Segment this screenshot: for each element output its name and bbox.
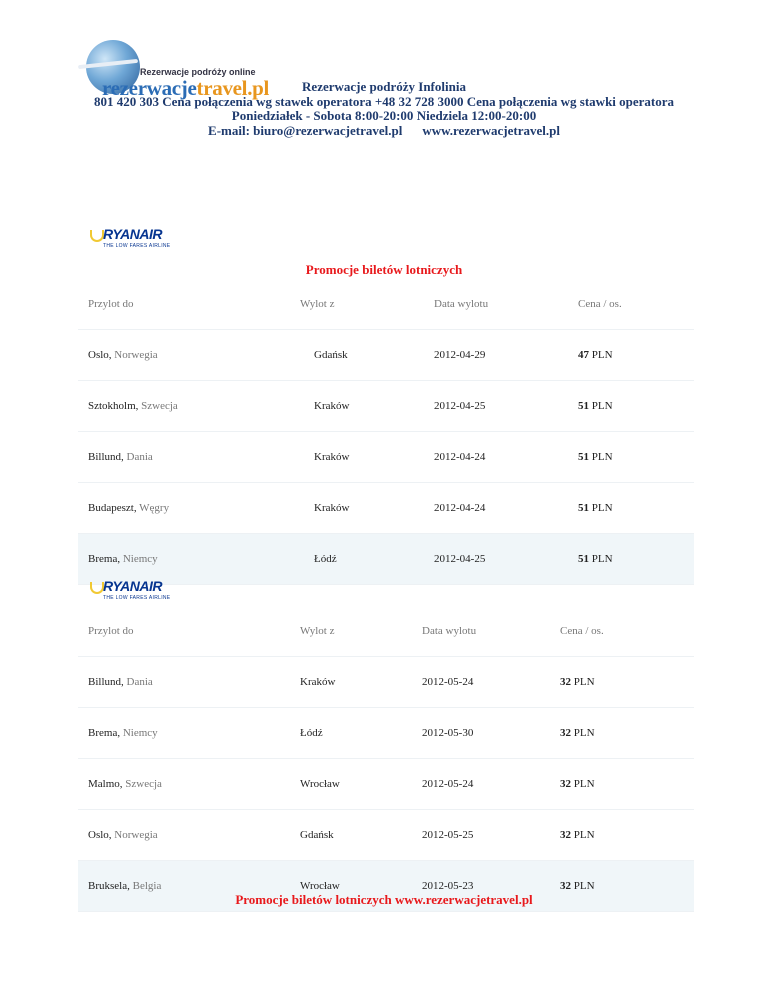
email-text: E-mail: biuro@rezerwacjetravel.pl	[208, 122, 403, 138]
price-cell	[578, 400, 613, 412]
price-value: 32	[560, 676, 571, 688]
table-header	[78, 606, 694, 657]
city: Malmo,	[88, 778, 123, 790]
currency: PLN	[591, 349, 613, 361]
promo-table-1	[78, 279, 694, 585]
table-header	[78, 279, 694, 330]
destination-cell[interactable]	[88, 727, 158, 739]
price-value: 32	[560, 727, 571, 739]
table-row[interactable]	[78, 534, 694, 585]
currency: PLN	[573, 676, 595, 688]
country: Belgia	[132, 880, 162, 892]
price-cell	[560, 676, 595, 688]
date-cell: 2012-04-24	[434, 502, 486, 514]
city: Billund,	[88, 676, 124, 688]
currency: PLN	[573, 880, 595, 892]
date-cell: 2012-04-29	[434, 349, 486, 361]
harp-icon	[90, 582, 104, 594]
table-row[interactable]	[78, 483, 694, 534]
price-cell	[560, 829, 595, 841]
col-date: Data wylotu	[422, 625, 477, 637]
country: Szwecja	[141, 400, 178, 412]
destination-cell[interactable]	[88, 400, 178, 412]
col-date: Data wylotu	[434, 298, 489, 310]
departure-cell: Łódź	[314, 553, 337, 565]
departure-cell: Gdańsk	[314, 349, 348, 361]
date-cell: 2012-05-25	[422, 829, 474, 841]
currency: PLN	[591, 451, 613, 463]
departure-cell: Kraków	[314, 502, 350, 514]
hours-line: Poniedziałek - Sobota 8:00-20:00 Niedziela 12:00-20:00	[231, 108, 537, 123]
currency: PLN	[591, 502, 613, 514]
price-value: 51	[578, 553, 589, 565]
date-cell: 2012-05-30	[422, 727, 474, 739]
website-link[interactable]: www.rezerwacjetravel.pl	[422, 122, 560, 138]
col-price: Cena / os.	[578, 298, 622, 310]
price-cell	[560, 778, 595, 790]
ryanair-logo: RYANAIR THE LOW FARES AIRLINE	[90, 580, 200, 608]
country: Norwegia	[114, 829, 158, 841]
city: Oslo,	[88, 829, 112, 841]
city: Billund,	[88, 451, 124, 463]
price-cell	[578, 553, 613, 565]
date-cell: 2012-04-24	[434, 451, 486, 463]
destination-cell[interactable]	[88, 349, 158, 361]
city: Budapeszt,	[88, 502, 137, 514]
date-cell: 2012-04-25	[434, 400, 486, 412]
currency: PLN	[573, 778, 595, 790]
ryanair-logo: RYANAIR THE LOW FARES AIRLINE	[90, 228, 200, 256]
hotline-title: Rezerwacje podróży Infolinia	[302, 79, 466, 94]
price-value: 47	[578, 349, 589, 361]
table-row[interactable]	[78, 381, 694, 432]
country: Węgry	[139, 502, 170, 514]
price-cell	[560, 880, 595, 892]
table-row[interactable]	[78, 759, 694, 810]
country: Szwecja	[125, 778, 162, 790]
price-value: 32	[560, 880, 571, 892]
contact-line	[0, 124, 768, 139]
destination-cell[interactable]	[88, 451, 153, 463]
departure-cell: Wrocław	[300, 880, 340, 892]
table-row[interactable]	[78, 657, 694, 708]
departure-cell: Kraków	[314, 451, 350, 463]
price-value: 51	[578, 400, 589, 412]
table-row[interactable]	[78, 432, 694, 483]
currency: PLN	[573, 829, 595, 841]
destination-cell[interactable]	[88, 778, 162, 790]
col-price: Cena / os.	[560, 625, 604, 637]
city: Brema,	[88, 727, 121, 739]
price-cell	[578, 349, 613, 361]
destination-cell[interactable]	[88, 553, 158, 565]
departure-cell: Łódź	[300, 727, 323, 739]
departure-cell: Wrocław	[300, 778, 340, 790]
departure-cell: Kraków	[314, 400, 350, 412]
currency: PLN	[591, 400, 613, 412]
promo-title: Promocje biletów lotniczych	[305, 262, 463, 277]
city: Sztokholm,	[88, 400, 139, 412]
city: Brema,	[88, 553, 121, 565]
promo-table-2	[78, 606, 694, 912]
price-value: 51	[578, 451, 589, 463]
country: Dania	[126, 676, 153, 688]
logo-tagline: Rezerwacje podróży online	[140, 67, 256, 77]
contact-header	[0, 80, 768, 138]
currency: PLN	[591, 553, 613, 565]
destination-cell[interactable]	[88, 502, 169, 514]
table-row[interactable]	[78, 810, 694, 861]
date-cell: 2012-05-24	[422, 778, 474, 790]
table-row[interactable]	[78, 330, 694, 381]
country: Niemcy	[122, 727, 158, 739]
table-row[interactable]	[78, 708, 694, 759]
destination-cell[interactable]	[88, 880, 161, 892]
price-cell	[578, 451, 613, 463]
col-departure: Wylot z	[300, 298, 335, 310]
date-cell: 2012-05-23	[422, 880, 474, 892]
price-value: 32	[560, 829, 571, 841]
price-value: 32	[560, 778, 571, 790]
departure-cell: Kraków	[300, 676, 336, 688]
destination-cell[interactable]	[88, 676, 153, 688]
logo-name: rezerwacjetravel.pl	[102, 76, 270, 100]
date-cell: 2012-04-25	[434, 553, 486, 565]
departure-cell: Gdańsk	[300, 829, 334, 841]
destination-cell[interactable]	[88, 829, 158, 841]
harp-icon	[90, 230, 104, 242]
col-destination: Przylot do	[88, 625, 134, 637]
footer-promo[interactable]: Promocje biletów lotniczych www.rezerwacjetravel.pl	[235, 892, 533, 907]
city: Bruksela,	[88, 880, 130, 892]
city: Oslo,	[88, 349, 112, 361]
phone-line: 801 420 303 Cena połączenia wg stawek operatora +48 32 728 3000 Cena połączenia wg stawki operatora	[93, 93, 675, 109]
date-cell: 2012-05-24	[422, 676, 474, 688]
price-cell	[578, 502, 613, 514]
country: Dania	[126, 451, 153, 463]
currency: PLN	[573, 727, 595, 739]
col-departure: Wylot z	[300, 625, 335, 637]
country: Niemcy	[122, 553, 158, 565]
country: Norwegia	[114, 349, 158, 361]
price-cell	[560, 727, 595, 739]
col-destination: Przylot do	[88, 298, 134, 310]
price-value: 51	[578, 502, 589, 514]
